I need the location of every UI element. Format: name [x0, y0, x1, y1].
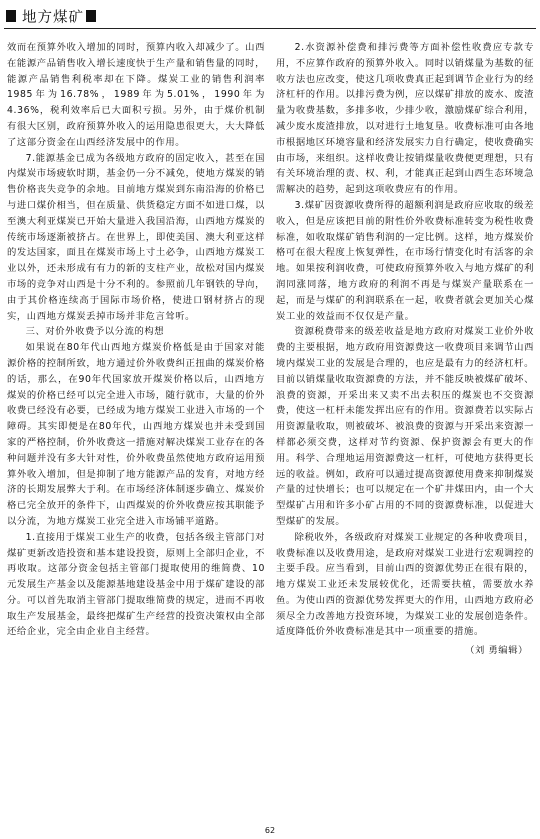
paragraph: 7.能源基金已成为各级地方政府的固定收入，甚至在国内煤炭市场疲软时期，基金仍一分不减免，使地方煤炭的销售价格丧失竞争的余地。目前地方煤炭到东南沿海的价格已与进口煤价相当，但在质量、供货稳定方面不如进口煤，以至澳大利亚煤炭已开始大量进入我国沿海，山西地方煤炭的传统市场逐渐被挤占。在世界上，即使美国、澳大利亚这样的发达国家，面且在煤炭市场上寸土必争，山西地方煤炭工业以外，还未形成有有力的新的支柱产业，故松对国内煤炭市场的竞争对山西是十分不利的。参照前几年钢铁的导向，由于其价格连续高于国际市场价格，使进口钢材挤占的现实，山西地方煤炭丢掉市场并非危言耸听。: [7, 152, 265, 322]
paragraph: 效而在预算外收入增加的同时，预算内收入却减少了。山西在能源产品销售收入增长速度快于生产量和销售量的同时，能源产品销售利税率却在下降。煤炭工业的销售利润率1985年为16.78%，1989年为5.01%，1990年为4.36%，税利效率后已大面积亏损。另外，由于煤价机制有很大区别，政府预算外收入的运用隐患很更大，大大降低了这部分资金在山西经济发展中的作用。: [7, 42, 265, 148]
header-rule: [4, 28, 536, 29]
paragraph: 如果说在80年代山西地方煤炭价格低是由于国家对能源价格的控制所致，地方通过价外收费纠正扭曲的煤炭价格的话，那么，在90年代国家放开煤炭价格以后，山西地方煤炭的价格已经可以完全进入市场，随行就市，大量的价外收费已经没有必要，已经成为地方煤炭工业进入市场的一个障碍。其实即便是在80年代，山西地方煤炭也并未受到国家的严格控制，价外收费这一措施对解决煤炭工业存在的各种问题并没有多大针对性，价外收费虽然使地方政府运用预算外收入增加，但是抑制了地方能源产品的发育，对地方经济的长期发展弊大于利。在市场经济体制逐步确立、煤炭价格已完全放开的条件下，山西煤炭的价外收费应按其职能予以分流，为地方煤炭工业完全进入市场铺平道路。: [7, 342, 265, 527]
square-marker-icon: [86, 10, 96, 22]
section-heading: 三、对价外收费予以分流的构想: [25, 326, 165, 338]
paragraph: 3.煤矿因资源收费所得的超额利润是政府应收取的级差收入，但是应该把目前的附性价外收费标准转变为税性收费标准，如收取煤矿销售利润的一定比例。这样，地方煤炭价格可在很大程度上恢复弹性，在市场行情变化时有活客的余地。如果按利润收费，可使政府预算外收入与地方煤矿的利润同涨同落，地方政府的利润不再是与煤炭产量联系在一起，而是与煤矿的利润联系在一起，收费者就会更加关心煤炭工业的效益而不仅仅是产量。: [276, 199, 534, 322]
square-marker-icon: [6, 10, 16, 22]
left-column: [7, 40, 265, 640]
paragraph: 资源税费带来的级差收益是地方政府对煤炭工业价外收费的主要根据，地方政府用资源费这一收费项目来调节山西境内煤炭工业的发展是合理的，也应是最有力的经济杠杆。目前以销煤量收取资源费的方法，并不能反映被煤矿破坏、浪费的资源，开采出来又卖不出去积压的煤炭也不交资源费，使这一杠杆未能发挥出应有的作用。资源费若以实际占用资源量收取，则被破坏、被浪费的资源与开采出来资源一样都必须交费，这样对节约资源、保护资源会有更大的作用。科学、合理地运用资源费这一杠杆，可使地方获得更长远的收益。例如，政府可以通过提高资源使用费来抑制煤炭产量的过快增长；也可以规定在一个矿井煤田内，由一个大型煤矿占用和许多小矿占用的不同的资源费标准，以促进大型煤矿的发展。: [276, 326, 534, 527]
paragraph: 2.水资源补偿费和排污费等方面补偿性收费应专款专用，不应算作政府的预算外收入。同时以销煤量为基数的征收方法也应改变，使这几项收费真正起到调节企业行为的经济杠杆的作用。以排污费为例，应以煤矿排放的废水、废渣量为收费基数，多排多收，少排少收，激励煤矿综合利用，减少废水废渣排放，以对进行土地复垦。收费标准可由各地市根据地区环境容量和经济发展实力自行确定，使收费确实由市场，来组织。这样收费让按销煤量收费便更理想，只有有关环境治理的责、权、利，才能真正起到山西生态环境急需解决的趋势，起到这项收费应有的作用。: [276, 42, 534, 196]
paragraph: 1.直接用于煤炭工业生产的收费，包括各级主管部门对煤矿更新改造投资和基本建设投资，原则上全部归企业，不再收取。这部分资金包括主管部门提取使用的维简费、10元发展生产基金以及能源基地建设基金中用于煤矿建设的部分。可以首先取消主管部门提取维简费的规定，进而不再收取生产发展基金，最终把煤矿生产经营的投资决策权由全部还给企业，完全由企业自主经营。: [7, 531, 265, 638]
editor-signature: （刘 勇编辑）: [465, 645, 528, 657]
page-number: 62: [264, 826, 276, 835]
page-header: [6, 6, 96, 26]
header-title: 地方煤矿: [22, 9, 84, 26]
paragraph: 除税收外，各级政府对煤炭工业规定的各种收费项目，收费标准以及收费用途，是政府对煤炭工业进行宏观调控的主要手段。应当看到，目前山西的资源优势正在很有限的，地方煤炭工业还未发展较优化，还需要扶植，需要放水养鱼。为使山西的资源优势发挥更大的作用，山西地方政府必须尽全力改善地方投资环境，为煤炭工业的发展创造条件。适度降低价外收费标准是其中一项重要的措施。: [276, 531, 534, 638]
right-column: [276, 40, 534, 659]
